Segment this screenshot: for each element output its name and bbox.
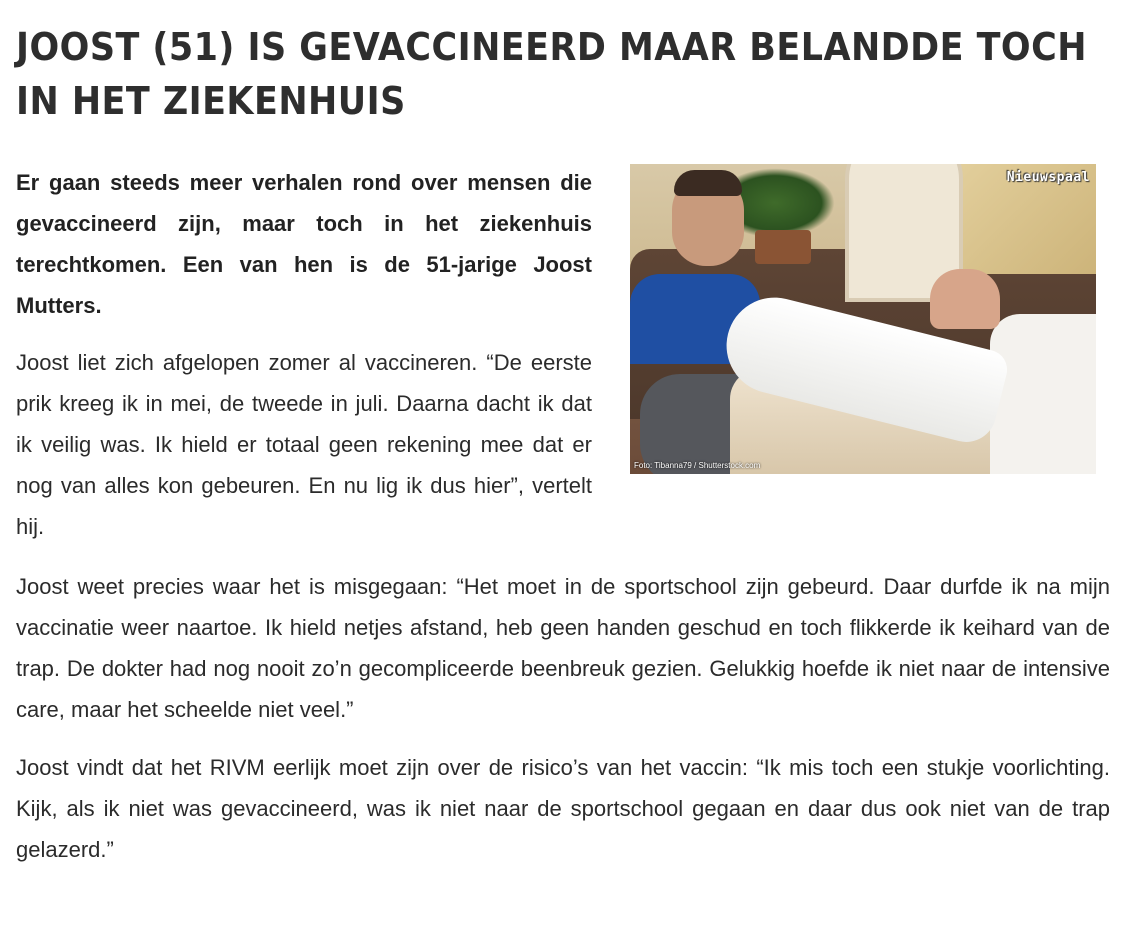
photo-foot bbox=[930, 269, 1000, 329]
article-paragraph-1: Joost liet zich afgelopen zomer al vaccineren. “De eerste prik kreeg ik in mei, de tweede in juli. Daarna dacht ik dat ik veilig was. Ik hield er totaal geen rekening mee dat er nog van alles kon gebeuren. En nu lig ik dus hier”, vertelt hij. bbox=[16, 350, 592, 539]
article-intro-column bbox=[16, 162, 592, 547]
article bbox=[16, 20, 1110, 870]
photo-man-hair bbox=[674, 170, 742, 196]
article-top-section bbox=[16, 162, 1110, 542]
article-lead: Er gaan steeds meer verhalen rond over mensen die gevaccineerd zijn, maar toch in het ziekenhuis terechtkomen. Een van hen is de 51-jarige Joost Mutters. bbox=[16, 170, 592, 318]
photo-plant-pot bbox=[755, 230, 811, 264]
photo-watermark: Nieuwspaal bbox=[1006, 170, 1090, 185]
article-photo bbox=[630, 164, 1096, 474]
article-paragraph-2: Joost weet precies waar het is misgegaan: “Het moet in de sportschool zijn gebeurd. Daar durfde ik na mijn vaccinatie weer naartoe. Ik hield netjes afstand, heb geen handen geschud en toch flikkerde ik keihard van de trap. De dokter had nog nooit zo’n gecompliceerde beenbreuk gezien. Gelukkig hoefde ik niet naar de intensive care, maar het scheelde niet veel.” bbox=[16, 574, 1110, 722]
article-headline: JOOST (51) IS GEVACCINEERD MAAR BELANDDE TOCH IN HET ZIEKENHUIS bbox=[16, 25, 1087, 123]
article-paragraph-3: Joost vindt dat het RIVM eerlijk moet zijn over de risico’s van het vaccin: “Ik mis toch een stukje voorlichting. Kijk, als ik niet was gevaccineerd, was ik niet naar de sportschool gegaan en daar dus ook niet van de trap gelazerd.” bbox=[16, 755, 1110, 862]
article-body bbox=[16, 566, 1110, 870]
photo-sheet bbox=[990, 314, 1096, 474]
photo-credit: Foto: Tibanna79 / Shutterstock.com bbox=[634, 461, 761, 470]
